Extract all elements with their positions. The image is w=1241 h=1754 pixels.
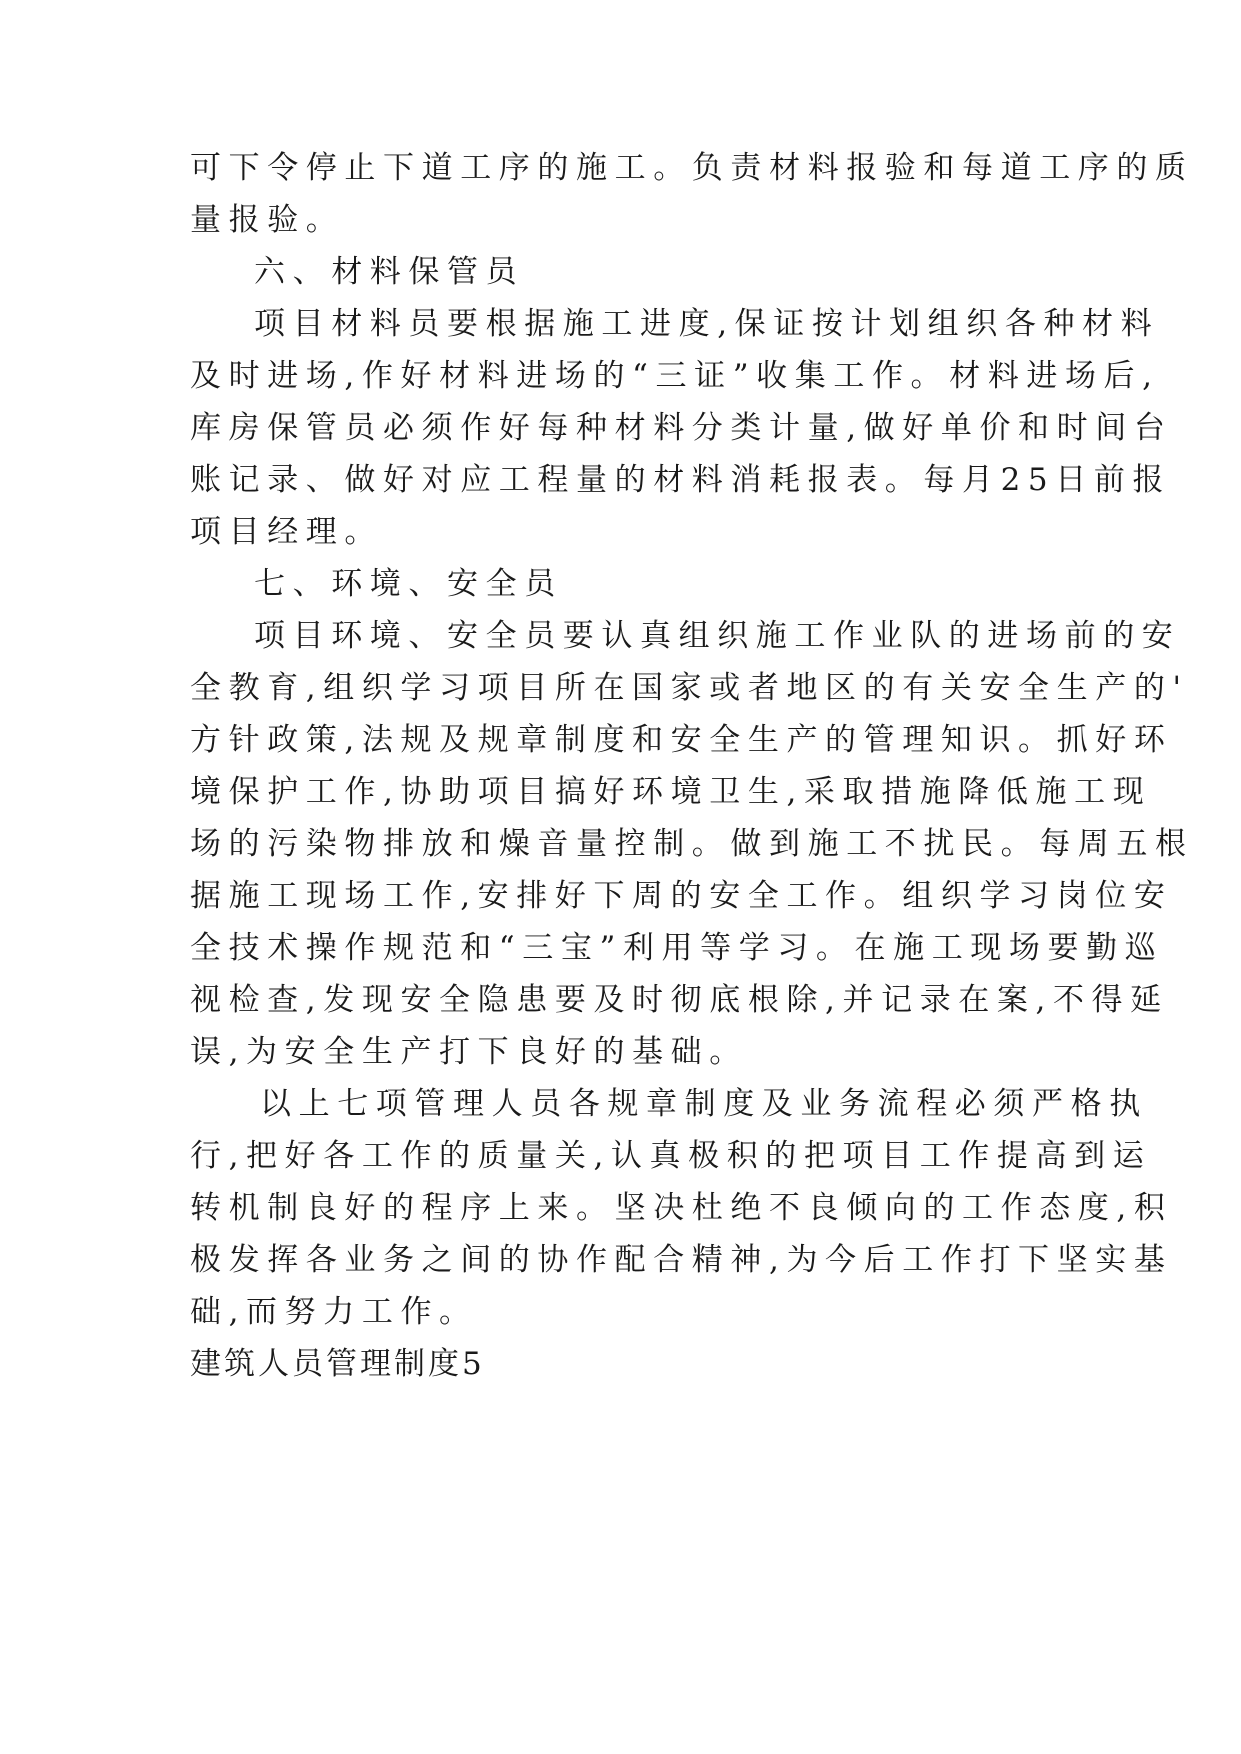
body-text-line: 项目材料员要根据施工进度,保证按计划组织各种材料 <box>254 306 1160 342</box>
body-text-line: 以上七项管理人员各规章制度及业务流程必须严格执 <box>260 1086 1148 1122</box>
body-text-line: 及时进场,作好材料进场的“三证”收集工作。材料进场后, <box>190 358 1160 394</box>
body-text-line: 极发挥各业务之间的协作配合精神,为今后工作打下坚实基 <box>190 1242 1173 1278</box>
body-text-line: 可下令停止下道工序的施工。负责材料报验和每道工序的质 <box>190 150 1194 186</box>
body-text-line: 误,为安全生产打下良好的基础。 <box>190 1034 748 1070</box>
body-text-line: 项目经理。 <box>190 514 383 550</box>
body-text-line: 础,而努力工作。 <box>190 1294 478 1330</box>
section-heading-environment-safety: 七、环境、安全员 <box>254 566 563 602</box>
section-heading-materials-keeper: 六、材料保管员 <box>254 254 525 290</box>
body-text-line: 视检查,发现安全隐患要及时彻底根除,并记录在案,不得延 <box>190 982 1169 1018</box>
body-text-line: 转机制良好的程序上来。坚决杜绝不良倾向的工作态度,积 <box>190 1190 1173 1226</box>
body-text-line: 全教育,组织学习项目所在国家或者地区的有关安全生产的' <box>190 670 1189 706</box>
body-text-line: 库房保管员必须作好每种材料分类计量,做好单价和时间台 <box>190 410 1173 446</box>
body-text-line: 全技术操作规范和“三宝”利用等学习。在施工现场要勤巡 <box>190 930 1164 966</box>
next-document-title: 建筑人员管理制度5 <box>190 1346 485 1382</box>
body-text-line: 量报验。 <box>190 202 345 238</box>
body-text-line: 项目环境、安全员要认真组织施工作业队的进场前的安 <box>254 618 1181 654</box>
body-text-line: 场的污染物排放和燥音量控制。做到施工不扰民。每周五根 <box>190 826 1194 862</box>
body-text-line: 账记录、做好对应工程量的材料消耗报表。每月25日前报 <box>190 462 1172 498</box>
body-text-line: 方针政策,法规及规章制度和安全生产的管理知识。抓好环 <box>190 722 1173 758</box>
body-text-line: 境保护工作,协助项目搞好环境卫生,采取措施降低施工现 <box>190 774 1152 810</box>
body-text-line: 行,把好各工作的质量关,认真极积的把项目工作提高到运 <box>190 1138 1152 1174</box>
body-text-line: 据施工现场工作,安排好下周的安全工作。组织学习岗位安 <box>190 878 1173 914</box>
